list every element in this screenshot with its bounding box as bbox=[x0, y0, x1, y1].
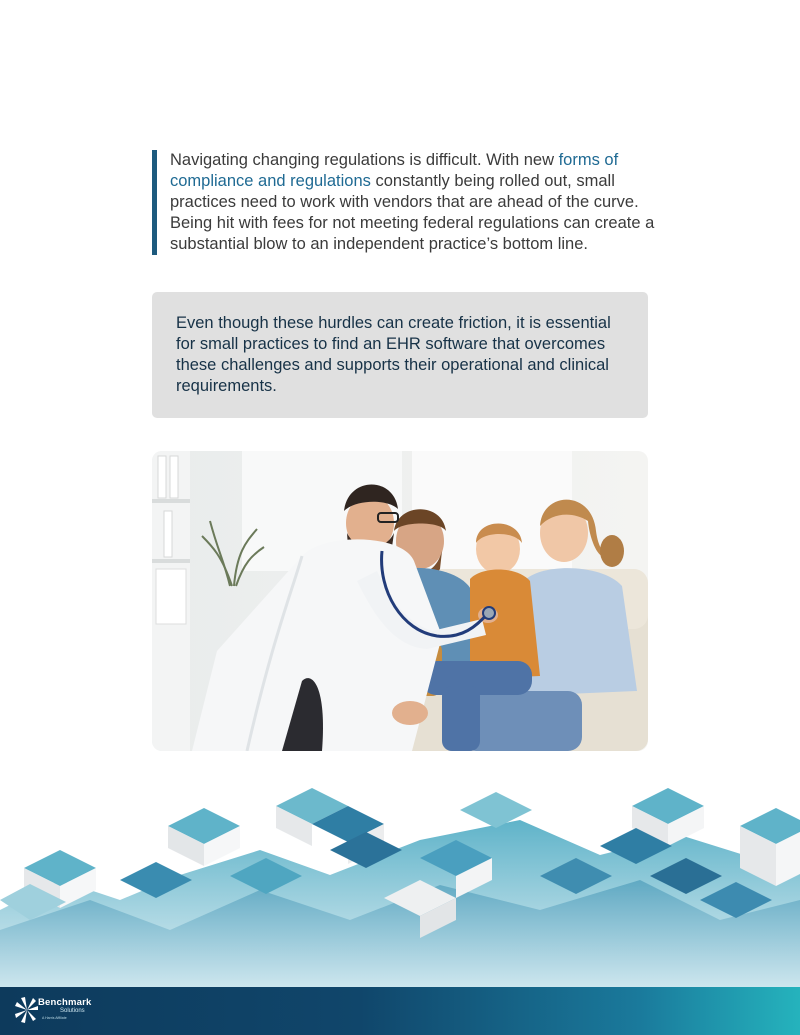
photo-illustration bbox=[152, 451, 648, 751]
paragraph-text-end: constantly being rolled out, small practices need to work with vendors that are ahead of the curve. Being hit with fees for not meeting federal regulations can create a substantial blow to an independent practice’s bottom line. bbox=[170, 172, 655, 253]
doctor-family-photo bbox=[152, 451, 648, 751]
spiral-logo-icon bbox=[14, 995, 40, 1025]
callout-box bbox=[152, 292, 648, 418]
paragraph-text-start: Navigating changing regulations is difficult. With new bbox=[170, 151, 559, 169]
logo-sub: Solutions bbox=[60, 1008, 85, 1014]
logo-tagline: A Harris Affiliate bbox=[42, 1016, 67, 1020]
company-logo[interactable] bbox=[14, 995, 104, 1027]
logo-word: Benchmark bbox=[38, 997, 92, 1008]
regulations-paragraph bbox=[152, 150, 670, 255]
callout-text: Even though these hurdles can create friction, it is essential for small practices to find an EHR software that overcomes these challenges and supports their operational and clinical requirements. bbox=[176, 314, 611, 395]
footer-bar bbox=[0, 987, 800, 1035]
compliance-link[interactable]: forms of compliance and regulations bbox=[170, 151, 619, 190]
geometric-cube-pattern bbox=[0, 780, 800, 990]
